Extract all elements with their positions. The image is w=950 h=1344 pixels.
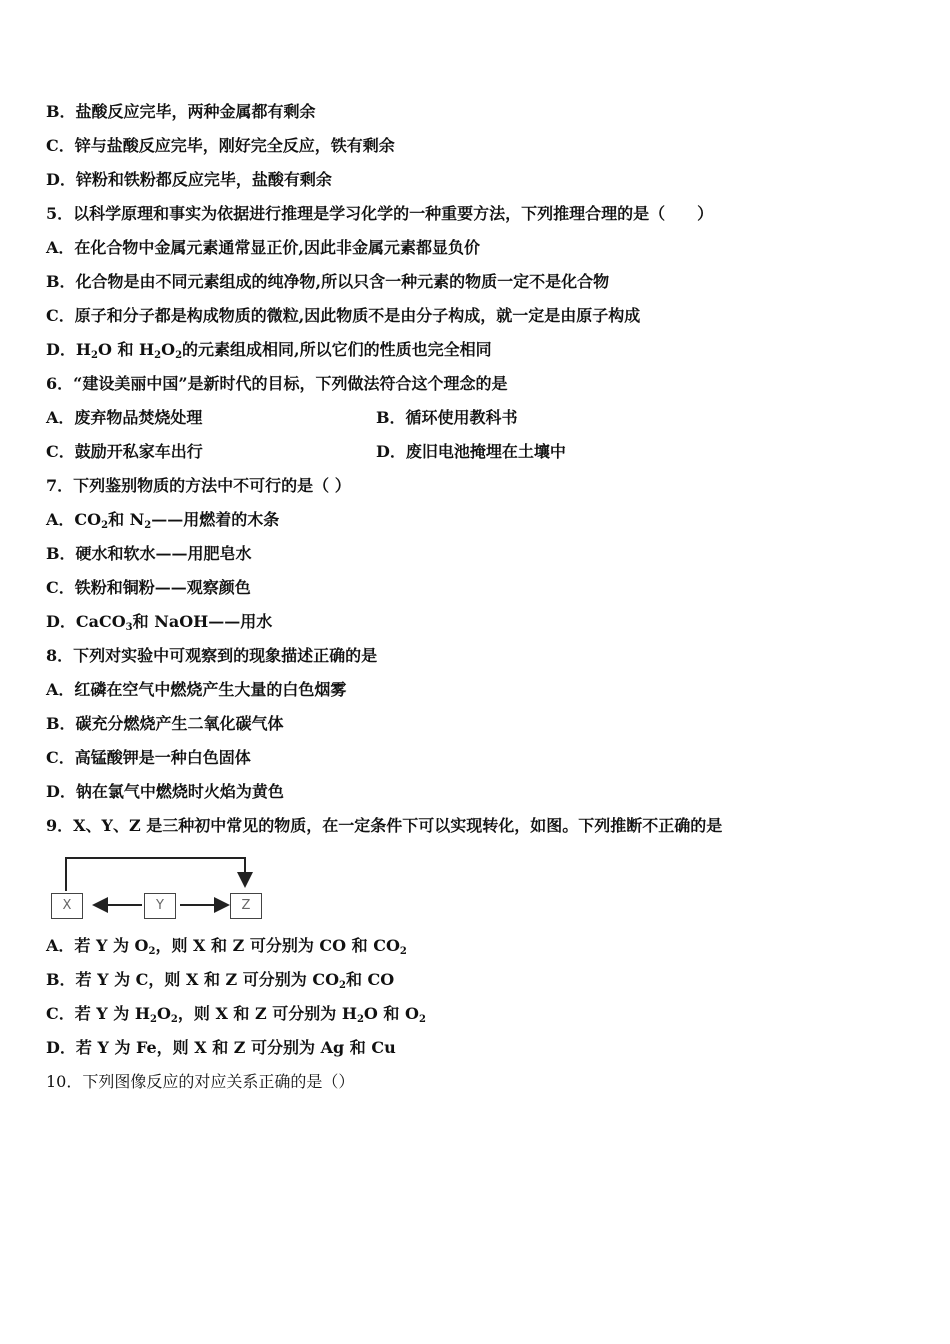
diagram-box-z: Z: [230, 893, 262, 919]
q6-option-b: B．循环使用教科书: [376, 408, 518, 427]
q9-option-c: C．若 Y 为 $H_2O_2$，则 X 和 Z 可分别为 $H_2O$ 和 $O_2$: [46, 1004, 426, 1025]
q7-stem: 7．下列鉴别物质的方法中不可行的是（ ）: [46, 476, 351, 495]
q9-option-b: B．若 Y 为 C，则 X 和 Z 可分别为 $CO_2$和 CO: [46, 970, 395, 991]
q6-stem: 6．“建设美丽中国”是新时代的目标，下列做法符合这个理念的是: [46, 374, 508, 393]
q8-option-c: C．高锰酸钾是一种白色固体: [46, 748, 251, 767]
q4-option-d: D．锌粉和铁粉都反应完毕，盐酸有剩余: [46, 170, 332, 189]
q6-option-d: D．废旧电池掩埋在土壤中: [376, 442, 566, 461]
xyz-conversion-diagram: [46, 855, 276, 925]
q7-option-c: C．铁粉和铜粉——观察颜色: [46, 578, 251, 597]
q9-option-a: A．若 Y 为 $O_2$，则 X 和 Z 可分别为 CO 和 $CO_2$: [46, 936, 407, 957]
q5-option-b: B．化合物是由不同元素组成的纯净物,所以只含一种元素的物质一定不是化合物: [46, 272, 610, 291]
q6-option-a: A．废弃物品焚烧处理: [46, 408, 203, 427]
diagram-box-y: Y: [144, 893, 176, 919]
diagram-box-x: X: [51, 893, 83, 919]
q7-option-b: B．硬水和软水——用肥皂水: [46, 544, 252, 563]
q5-option-a: A．在化合物中金属元素通常显正价,因此非金属元素都显负价: [46, 238, 480, 257]
q5-option-d: D．$H_2O$ 和 $H_2O_2$的元素组成相同,所以它们的性质也完全相同: [46, 340, 492, 361]
q5-stem: 5．以科学原理和事实为依据进行推理是学习化学的一种重要方法，下列推理合理的是（ ）: [46, 204, 714, 223]
q10-stem: 10．下列图像反应的对应关系正确的是（）: [46, 1072, 355, 1091]
q6-row-2: [46, 442, 566, 462]
q8-option-b: B．碳充分燃烧产生二氧化碳气体: [46, 714, 284, 733]
q8-stem: 8．下列对实验中可观察到的现象描述正确的是: [46, 646, 378, 665]
q9-option-d: D．若 Y 为 Fe，则 X 和 Z 可分别为 Ag 和 Cu: [46, 1038, 396, 1057]
q7-option-a: A．$CO_2$和 $N_2——$用燃着的木条: [46, 510, 280, 531]
q5-option-c: C．原子和分子都是构成物质的微粒,因此物质不是由分子构成，就一定是由原子构成: [46, 306, 641, 325]
q9-stem: 9．X、Y、Z 是三种初中常见的物质，在一定条件下可以实现转化，如图。下列推断不正确的是: [46, 816, 723, 835]
q4-option-b: B．盐酸反应完毕，两种金属都有剩余: [46, 102, 316, 121]
q4-option-c: C．锌与盐酸反应完毕，刚好完全反应，铁有剩余: [46, 136, 395, 155]
q6-row-1: [46, 408, 518, 428]
arrow-x-to-z: [66, 858, 245, 891]
q6-option-c: C．鼓励开私家车出行: [46, 442, 203, 461]
q7-option-d: D．CaCO$_3$和 NaOH——用水: [46, 612, 273, 633]
q8-option-a: A．红磷在空气中燃烧产生大量的白色烟雾: [46, 680, 347, 699]
q8-option-d: D．钠在氯气中燃烧时火焰为黄色: [46, 782, 284, 801]
